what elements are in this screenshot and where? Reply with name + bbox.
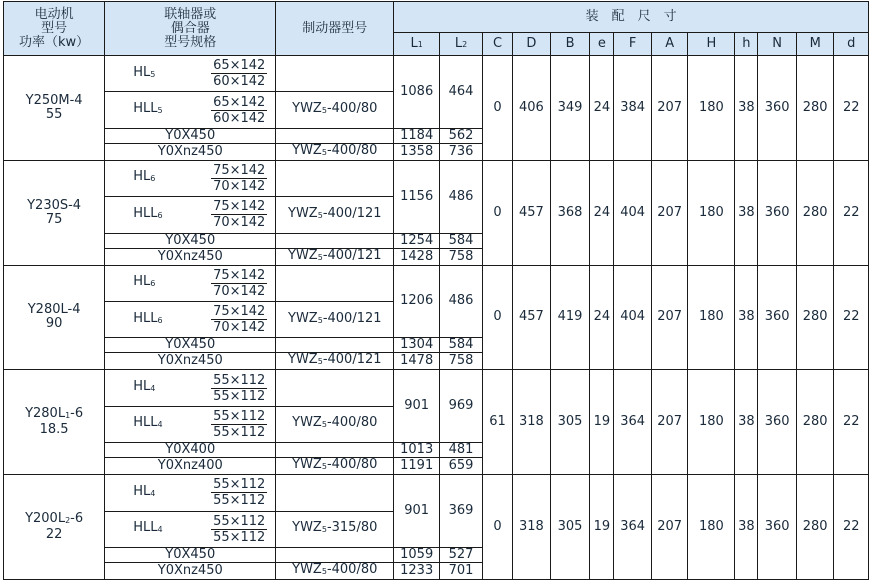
fluid-2-L2-value: 758 [440, 353, 483, 370]
dim-header-L2: L2 [440, 33, 483, 56]
motor-model-base: Y280L [25, 406, 66, 422]
coupling-hl-model: $HL_6$ [133, 274, 156, 290]
dim-C-value: 0 [482, 265, 512, 370]
dim-e-value: 19 [590, 370, 614, 475]
dim-h-value: 38 [735, 265, 758, 370]
L2-value: 486 [440, 160, 483, 233]
brake-empty-cell [276, 265, 394, 301]
dim-d-value: 22 [834, 56, 869, 161]
dim-header-D: D [513, 33, 551, 56]
dim-N-value: 360 [758, 265, 797, 370]
motor-power: 22 [45, 527, 63, 543]
dim-A-value: 207 [651, 56, 688, 161]
brake-empty-cell [276, 233, 394, 248]
coupling-hll-model: $HLL_4$ [133, 415, 163, 431]
fluid-1-L1-value: 1184 [394, 128, 440, 143]
brake-empty-cell [276, 128, 394, 143]
assembly-dimension-table [3, 1, 869, 580]
coupling-hl-size-top: 55×112 [213, 477, 266, 493]
dim-header-L1: L1 [394, 33, 440, 56]
coupling-hl-size-bottom: 55×112 [213, 493, 266, 509]
fluid-coupling-2: Y0Xnz400 [105, 458, 276, 475]
motor-column-header [4, 2, 105, 56]
dim-D-value: 457 [513, 160, 551, 265]
motor-model-base: Y200L [25, 511, 66, 527]
motor-model-suffix: -6 [70, 511, 84, 527]
dim-A-value: 207 [651, 160, 688, 265]
dim-header-N: N [758, 33, 797, 56]
coupling-hll-bore-sizes [211, 408, 267, 441]
fluid-2-L2-value: 736 [440, 143, 483, 160]
dim-A-value: 207 [651, 475, 688, 580]
dim-e-value: 24 [590, 160, 614, 265]
dim-H-value: 180 [688, 56, 735, 161]
dim-header-H: H [688, 33, 735, 56]
motor-header-line-1: 电动机 [34, 6, 74, 22]
coupling-hl-size-top: 75×142 [213, 267, 266, 283]
coupling-hl-size-top: 75×142 [213, 162, 266, 178]
L1-value: 901 [394, 370, 440, 443]
dim-N-value: 360 [758, 370, 797, 475]
motor-power: 90 [45, 316, 63, 332]
fluid-coupling-2: Y0Xnz450 [105, 248, 276, 265]
fluid-2-brake-model: $YWZ_5-400/80$ [276, 143, 394, 160]
coupling-hl-bore-sizes [211, 57, 267, 90]
coupling-hl-cell [105, 265, 276, 301]
fluid-1-L1-value: 1254 [394, 233, 440, 248]
fluid-coupling-2: Y0Xnz450 [105, 353, 276, 370]
dim-C-value: 0 [482, 160, 512, 265]
dim-M-value: 280 [796, 160, 834, 265]
brake-empty-cell [276, 475, 394, 511]
fluid-coupling-1: Y0X450 [105, 338, 276, 353]
coupling-hl-bore-sizes [211, 162, 267, 195]
L1-value: 1086 [394, 56, 440, 129]
dim-C-value: 61 [482, 370, 512, 475]
dim-N-value: 360 [758, 56, 797, 161]
L2-value: 464 [440, 56, 483, 129]
motor-model: Y280L-4 [27, 302, 81, 318]
fluid-1-L2-value: 527 [440, 548, 483, 563]
coupling-hl-model: $HL_5$ [133, 64, 156, 80]
motor-power: 55 [45, 106, 63, 122]
coupling-hll-size-top: 75×142 [213, 199, 266, 215]
coupling-hl-size-top: 55×112 [213, 372, 266, 388]
L2-value: 369 [440, 475, 483, 548]
fluid-coupling-1: Y0X450 [105, 128, 276, 143]
dim-d-value: 22 [834, 475, 869, 580]
fluid-1-L1-value: 1304 [394, 338, 440, 353]
coupling-hll-size-bottom: 55×112 [213, 424, 266, 440]
dim-header-F: F [614, 33, 652, 56]
fluid-2-brake-model: $YWZ_5-400/80$ [276, 563, 394, 580]
fluid-2-L2-value: 758 [440, 248, 483, 265]
coupling-hll-bore-sizes [211, 513, 267, 546]
fluid-1-L2-value: 481 [440, 443, 483, 458]
dim-F-value: 384 [614, 56, 652, 161]
dim-D-value: 406 [513, 56, 551, 161]
brake-empty-cell [276, 56, 394, 92]
dim-header-d: d [834, 33, 869, 56]
dim-C-value: 0 [482, 56, 512, 161]
coupling-hl-size-bottom: 70×142 [213, 178, 266, 194]
dim-D-value: 318 [513, 475, 551, 580]
dim-B-value: 305 [550, 475, 590, 580]
coupling-hl-cell [105, 475, 276, 511]
fluid-2-L1-value: 1478 [394, 353, 440, 370]
motor-header-line-3: 功率（kw） [19, 34, 90, 50]
dim-D-value: 457 [513, 265, 551, 370]
coupling-hl-size-bottom: 60×142 [213, 74, 266, 90]
fluid-1-L2-value: 562 [440, 128, 483, 143]
coupling-column-header [105, 2, 276, 56]
coupling-hl-cell [105, 160, 276, 196]
dim-B-value: 419 [550, 265, 590, 370]
dim-F-value: 404 [614, 265, 652, 370]
coupling-hll-size-top: 65×142 [213, 94, 266, 110]
dim-header-e: e [590, 33, 614, 56]
assembly-dimensions-header: 装 配 尺 寸 [394, 2, 869, 33]
coupling-hll-model: $HLL_6$ [133, 205, 163, 221]
dim-d-value: 22 [834, 370, 869, 475]
dim-h-value: 38 [735, 475, 758, 580]
fluid-coupling-2: Y0Xnz450 [105, 563, 276, 580]
coupling-hl-size-bottom: 55×112 [213, 388, 266, 404]
fluid-2-L1-value: 1233 [394, 563, 440, 580]
fluid-2-brake-model: $YWZ_5-400/121$ [276, 353, 394, 370]
coupling-hl-size-bottom: 70×142 [213, 283, 266, 299]
dim-F-value: 364 [614, 475, 652, 580]
dim-d-value: 22 [834, 265, 869, 370]
dim-header-h: h [735, 33, 758, 56]
coupling-hll-model: $HLL_6$ [133, 310, 163, 326]
brake-model-cell: $YWZ_5-400/80$ [276, 92, 394, 128]
dim-B-value: 349 [550, 56, 590, 161]
dim-e-value: 24 [590, 265, 614, 370]
brake-model-cell: $YWZ_5-400/121$ [276, 197, 394, 233]
brake-empty-cell [276, 548, 394, 563]
dim-F-value: 404 [614, 160, 652, 265]
brake-empty-cell [276, 160, 394, 196]
dim-header-B: B [550, 33, 590, 56]
dim-A-value: 207 [651, 370, 688, 475]
coupling-hll-cell [105, 197, 276, 233]
dim-header-A: A [651, 33, 688, 56]
brake-empty-cell [276, 443, 394, 458]
motor-header-line-2: 型号 [41, 20, 68, 36]
motor-model: Y250M-4 [25, 92, 83, 108]
fluid-coupling-2: Y0Xnz450 [105, 143, 276, 160]
dim-N-value: 360 [758, 160, 797, 265]
table-header [4, 2, 869, 56]
motor-cell [4, 160, 105, 265]
motor-model-suffix: -6 [70, 406, 84, 422]
coupling-hll-bore-sizes [211, 303, 267, 336]
fluid-coupling-1: Y0X400 [105, 443, 276, 458]
dim-M-value: 280 [796, 475, 834, 580]
coupling-hll-size-bottom: 70×142 [213, 320, 266, 336]
dim-D-value: 318 [513, 370, 551, 475]
dim-M-value: 280 [796, 370, 834, 475]
fluid-2-L1-value: 1358 [394, 143, 440, 160]
fluid-1-L1-value: 1013 [394, 443, 440, 458]
motor-cell [4, 370, 105, 475]
coupling-hll-size-top: 55×112 [213, 408, 266, 424]
dim-H-value: 180 [688, 475, 735, 580]
coupling-hll-size-top: 75×142 [213, 304, 266, 320]
fluid-2-L2-value: 659 [440, 458, 483, 475]
coupling-hll-cell [105, 301, 276, 337]
motor-model-line [4, 512, 104, 528]
coupling-hl-model: $HL_6$ [133, 169, 156, 185]
coupling-hll-cell [105, 406, 276, 442]
brake-model-cell: $YWZ_5-315/80$ [276, 511, 394, 547]
table-body [4, 56, 869, 580]
coupling-hll-model: $HLL_5$ [133, 101, 163, 117]
coupling-hll-model: $HLL_4$ [133, 520, 163, 536]
motor-model-subscript: 2 [65, 516, 71, 526]
motor-cell [4, 56, 105, 161]
brake-model-cell: $YWZ_5-400/80$ [276, 406, 394, 442]
coupling-hll-size-top: 55×112 [213, 513, 266, 529]
brake-column-header: 制动器型号 [276, 2, 394, 56]
motor-model-subscript: 1 [65, 411, 71, 421]
dim-M-value: 280 [796, 265, 834, 370]
dim-B-value: 368 [550, 160, 590, 265]
motor-cell [4, 265, 105, 370]
dim-header-M: M [796, 33, 834, 56]
fluid-coupling-1: Y0X450 [105, 233, 276, 248]
coupling-hl-bore-sizes [211, 476, 267, 509]
motor-model-line [4, 407, 104, 423]
motor-model-line [4, 94, 104, 108]
dim-M-value: 280 [796, 56, 834, 161]
motor-power: 75 [45, 211, 63, 227]
L2-value: 486 [440, 265, 483, 338]
coupling-hll-size-bottom: 60×142 [213, 110, 266, 126]
coupling-hll-size-bottom: 70×142 [213, 215, 266, 231]
dim-N-value: 360 [758, 475, 797, 580]
dim-A-value: 207 [651, 265, 688, 370]
dim-e-value: 19 [590, 475, 614, 580]
brake-model-cell: $YWZ_5-400/121$ [276, 301, 394, 337]
motor-model-line [4, 199, 104, 213]
L1-value: 1156 [394, 160, 440, 233]
coupling-header-line-1: 联轴器或 [164, 6, 217, 22]
coupling-hl-bore-sizes [211, 267, 267, 300]
coupling-hll-bore-sizes [211, 93, 267, 126]
coupling-hl-cell [105, 56, 276, 92]
fluid-coupling-1: Y0X450 [105, 548, 276, 563]
dim-H-value: 180 [688, 370, 735, 475]
coupling-hll-bore-sizes [211, 198, 267, 231]
coupling-hl-bore-sizes [211, 371, 267, 404]
motor-model-line [4, 303, 104, 317]
fluid-2-brake-model: $YWZ_5-400/121$ [276, 248, 394, 265]
coupling-hll-size-bottom: 55×112 [213, 529, 266, 545]
coupling-hll-cell [105, 92, 276, 128]
coupling-header-line-2: 偶合器 [170, 20, 210, 36]
fluid-2-L1-value: 1191 [394, 458, 440, 475]
L1-value: 1206 [394, 265, 440, 338]
dim-e-value: 24 [590, 56, 614, 161]
dim-F-value: 364 [614, 370, 652, 475]
dim-H-value: 180 [688, 265, 735, 370]
motor-cell [4, 475, 105, 580]
coupling-hl-cell [105, 370, 276, 406]
motor-model: Y230S-4 [27, 197, 82, 213]
fluid-2-L2-value: 701 [440, 563, 483, 580]
fluid-1-L2-value: 584 [440, 233, 483, 248]
L1-value: 901 [394, 475, 440, 548]
brake-empty-cell [276, 338, 394, 353]
fluid-1-L2-value: 584 [440, 338, 483, 353]
dim-d-value: 22 [834, 160, 869, 265]
fluid-2-brake-model: $YWZ_5-400/80$ [276, 458, 394, 475]
coupling-hll-cell [105, 511, 276, 547]
coupling-hl-model: $HL_4$ [133, 483, 156, 499]
coupling-hl-size-top: 65×142 [213, 58, 266, 74]
coupling-header-line-3: 型号规格 [164, 34, 217, 50]
dim-h-value: 38 [735, 160, 758, 265]
L2-value: 969 [440, 370, 483, 443]
fluid-2-L1-value: 1428 [394, 248, 440, 265]
fluid-1-L1-value: 1059 [394, 548, 440, 563]
motor-power: 18.5 [39, 422, 69, 438]
dim-h-value: 38 [735, 370, 758, 475]
dim-header-C: C [482, 33, 512, 56]
brake-empty-cell [276, 370, 394, 406]
coupling-hl-model: $HL_4$ [133, 379, 156, 395]
dim-h-value: 38 [735, 56, 758, 161]
dim-H-value: 180 [688, 160, 735, 265]
dim-C-value: 0 [482, 475, 512, 580]
dim-B-value: 305 [550, 370, 590, 475]
